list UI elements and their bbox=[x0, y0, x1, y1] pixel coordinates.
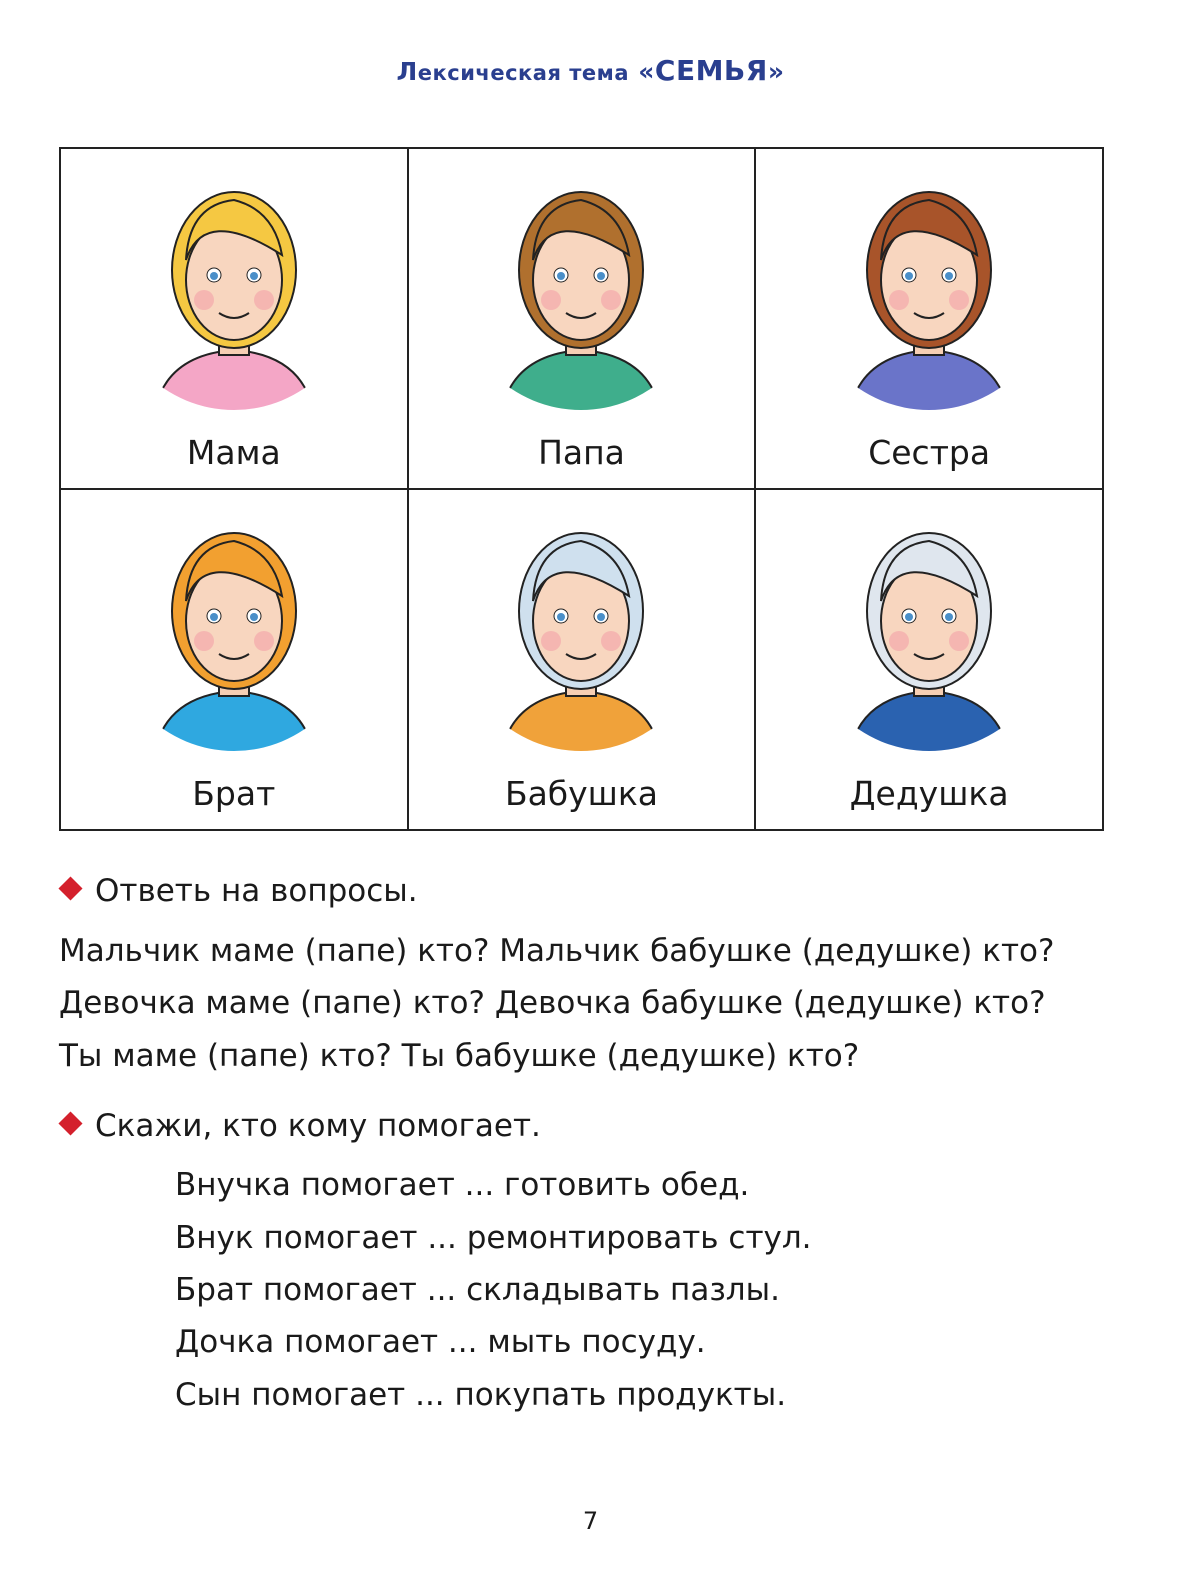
family-card bbox=[755, 148, 1103, 489]
question-line: Ты маме (папе) кто? Ты бабушке (дедушке) кто? bbox=[59, 1038, 860, 1074]
diamond-bullet-icon bbox=[58, 876, 82, 900]
portrait-illustration bbox=[134, 496, 334, 756]
portrait-illustration bbox=[134, 155, 334, 415]
task2-heading: Скажи, кто кому помогает. bbox=[62, 1108, 541, 1144]
family-member-label: Брат bbox=[192, 774, 276, 813]
question-line: Мальчик маме (папе) кто? Мальчик бабушке (дедушке) кто? bbox=[59, 933, 1055, 969]
family-member-label: Мама bbox=[186, 433, 281, 472]
portrait-illustration bbox=[481, 496, 681, 756]
family-member-label: Дедушка bbox=[849, 774, 1009, 813]
sentence-line: Сын помогает ... покупать продукты. bbox=[175, 1377, 787, 1413]
family-card bbox=[60, 148, 408, 489]
sentence-line: Внучка помогает ... готовить обед. bbox=[175, 1167, 750, 1203]
family-grid bbox=[59, 147, 1104, 831]
sentence-line: Брат помогает ... складывать пазлы. bbox=[175, 1272, 780, 1308]
page-number: 7 bbox=[582, 1507, 599, 1535]
portrait-illustration bbox=[481, 155, 681, 415]
diamond-bullet-icon bbox=[58, 1111, 82, 1135]
family-card bbox=[755, 489, 1103, 830]
question-line: Девочка маме (папе) кто? Девочка бабушке (дедушке) кто? bbox=[59, 985, 1046, 1021]
family-card bbox=[60, 489, 408, 830]
sentence-line: Дочка помогает ... мыть посуду. bbox=[175, 1324, 706, 1360]
task1-heading: Ответь на вопросы. bbox=[62, 873, 418, 909]
family-member-label: Бабушка bbox=[504, 774, 659, 813]
portrait-illustration bbox=[829, 155, 1029, 415]
family-member-label: Папа bbox=[538, 433, 625, 472]
portrait-illustration bbox=[829, 496, 1029, 756]
sentence-line: Внук помогает ... ремонтировать стул. bbox=[175, 1220, 812, 1256]
family-member-label: Сестра bbox=[868, 433, 991, 472]
page-title: Лексическая тема «СЕМЬЯ» bbox=[396, 54, 785, 87]
family-card bbox=[408, 489, 756, 830]
family-card bbox=[408, 148, 756, 489]
